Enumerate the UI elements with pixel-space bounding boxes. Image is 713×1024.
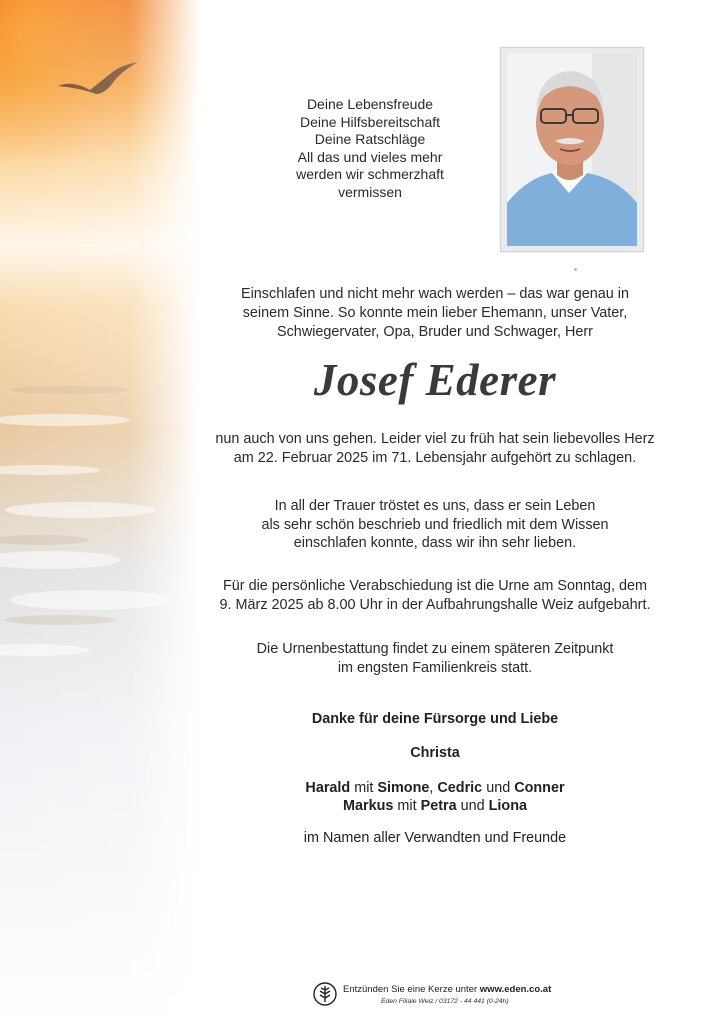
family-separator: , bbox=[429, 780, 434, 796]
family-name: Markus bbox=[343, 798, 394, 814]
candle-invite bbox=[343, 984, 551, 995]
passing-text bbox=[195, 430, 675, 467]
family-line-2 bbox=[195, 797, 675, 815]
candle-text: Entzünden Sie eine Kerze unter bbox=[343, 984, 478, 995]
poem-line: Deine Hilfsbereitschaft bbox=[299, 113, 441, 130]
family-connector: mit bbox=[397, 798, 417, 814]
burial-text bbox=[195, 640, 675, 677]
passing-line: am 22. Februar 2025 im 71. Lebensjahr aufgehört zu schlagen. bbox=[233, 449, 637, 466]
poem-line: Deine Ratschläge bbox=[314, 131, 426, 147]
intro-line: Schwiegervater, Opa, Bruder und Schwager, Herr bbox=[277, 324, 593, 340]
deceased-name: Josef Ederer bbox=[313, 355, 557, 405]
family-connector: und bbox=[460, 798, 485, 814]
comfort-line: einschlafen konnte, dass wir ihn sehr lieben. bbox=[293, 535, 577, 551]
eden-link[interactable]: www.eden.co.at bbox=[479, 984, 552, 995]
memorial-poem bbox=[255, 96, 485, 201]
poem-line: werden wir schmerzhaft bbox=[296, 166, 444, 182]
branch-text: Eden Filiale Weiz / 03172 - 44 441 bbox=[381, 998, 485, 1005]
farewell-line: Für die persönliche Verabschiedung ist die Urne am Sonntag, dem bbox=[223, 578, 647, 594]
passing-line: nun auch von uns gehen. Leider viel zu früh hat sein liebevolles Herz bbox=[215, 431, 655, 447]
farewell-line: 9. März 2025 ab 8.00 Uhr in der Aufbahrungshalle Weiz aufgebahrt. bbox=[219, 596, 651, 613]
intro-line: seinem Sinne. So konnte mein lieber Ehemann, unser Vater, bbox=[242, 305, 628, 321]
thanks-line: Danke für deine Fürsorge und Liebe bbox=[311, 711, 559, 727]
spouse-name: Christa bbox=[410, 745, 460, 761]
footer bbox=[313, 982, 613, 1012]
branch-hours: (0-24h) bbox=[486, 998, 509, 1005]
relatives-line: im Namen aller Verwandten und Freunde bbox=[303, 830, 567, 846]
poem-line: All das und vieles mehr bbox=[297, 148, 443, 165]
burial-line: Die Urnenbestattung findet zu einem späteren Zeitpunkt bbox=[256, 641, 614, 657]
family-names bbox=[195, 779, 675, 815]
family-line-1 bbox=[195, 779, 675, 797]
farewell-text bbox=[195, 577, 675, 614]
family-connector: mit bbox=[354, 780, 374, 796]
family-name: Simone bbox=[377, 780, 430, 796]
family-connector: und bbox=[486, 780, 511, 796]
eden-tree-icon bbox=[313, 982, 337, 1006]
family-name: Petra bbox=[420, 798, 457, 814]
family-name: Cedric bbox=[437, 780, 483, 796]
family-name: Harald bbox=[305, 780, 351, 796]
burial-line: im engsten Familienkreis statt. bbox=[337, 659, 533, 676]
family-name: Liona bbox=[488, 798, 527, 814]
comfort-line: als sehr schön beschrieb und friedlich mit dem Wissen bbox=[261, 516, 609, 533]
decorative-dot bbox=[574, 268, 577, 271]
poem-line: Deine Lebensfreude bbox=[306, 96, 434, 112]
family-name: Conner bbox=[514, 780, 565, 796]
branch-info bbox=[381, 998, 509, 1005]
intro-line: Einschlafen und nicht mehr wach werden – das war genau in bbox=[241, 286, 629, 302]
intro-text bbox=[205, 285, 665, 342]
comfort-line: In all der Trauer tröstet es uns, dass er sein Leben bbox=[274, 498, 596, 514]
portrait-photo bbox=[500, 47, 644, 252]
comfort-text bbox=[195, 497, 675, 553]
poem-line: vermissen bbox=[338, 183, 402, 200]
sunset-sea-image bbox=[0, 0, 200, 1024]
